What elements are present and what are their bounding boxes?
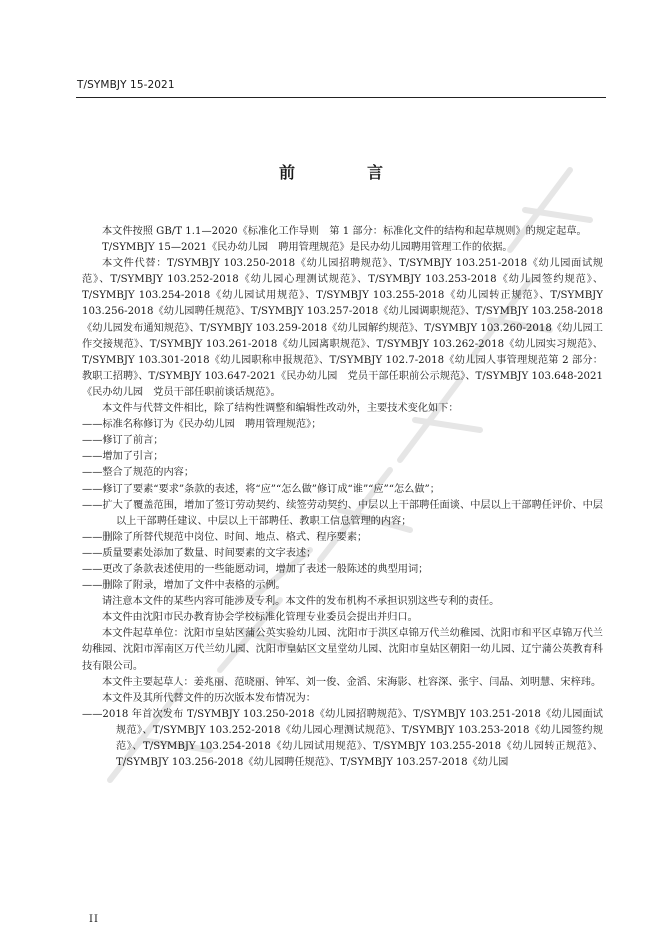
list-item: ——标准名称修订为《民办幼儿园 聘用管理规范》； <box>82 419 322 431</box>
list-item: ——删除了附录，增加了文件中表格的示例。 <box>82 580 286 592</box>
paragraph: 本文件代替：T/SYMBJY 103.250-2018《幼儿园招聘规范》、T/SYMBJY 103.251-2018《幼儿园面试规范》、T/SYMBJY 103.252-2018《幼儿园心理测试规范》、T/SYMBJY 103.253-2018《幼儿园签约规范》、T/SYMBJY 103.254-2018《幼儿园试用规范》、T/SYMBJY 103.255-2018《幼儿园转正规范》、T/SYMBJY 103.256-2018《幼儿园聘任规范》、T/SYMBJY 103.257-2018《幼儿园调职规范》、T/SYMBJY 103.258-2018《幼儿园发布通知规范》、T/SYMBJY 103.259-2018《幼儿园解约规范》、T/SYMBJY 103.260-2018《幼儿园工作交接规范》、T/SYMBJY 103.261-2018《幼儿园离职规范》、T/SYMBJY 103.262-2018《幼儿园实习规范》、T/SYMBJY 103.301-2018《幼儿园职称申报规范》、T/SYMBJY 102.7-2018《幼儿园人事管理规范第 2 部分：教职工招聘》、T/SYMBJY 103.647-2021《民办幼儿园 党员干部任职前公示规范》、T/SYMBJY 103.648-2021《民办幼儿园 党员干部任职前谈话规范》。 <box>82 258 603 398</box>
paragraph: T/SYMBJY 15—2021《民办幼儿园 聘用管理规范》是民办幼儿园聘用管理工作的依据。 <box>102 242 513 254</box>
header-rule <box>76 97 606 98</box>
paragraph: 本文件主要起草人：姜兆丽、范晓丽、钟军、刘一俊、金滔、宋海影、杜容深、张宇、闫晶、刘明慧、宋梓玮。 <box>102 676 602 688</box>
list-item: ——质量要素处添加了数量、时间要素的文字表述； <box>82 547 317 559</box>
document-id: T/SYMBJY 15-2021 <box>77 79 175 91</box>
page-number: II <box>89 914 99 925</box>
list-item: ——删除了所替代规范中岗位、时间、地点、格式、程序要素； <box>82 531 368 543</box>
paragraph: 请注意本文件的某些内容可能涉及专利。本文件的发布机构不承担识别这些专利的责任。 <box>102 596 500 608</box>
page-title: 前 言 <box>278 163 411 182</box>
document-body <box>82 224 603 771</box>
list-item: ——扩大了覆盖范围，增加了签订劳动契约、续签劳动契约、中层以上干部聘任面谈、中层以上干部聘任评价、中层以上干部聘任建议、中层以上干部聘任、教职工信息管理的内容； <box>82 499 603 527</box>
list-item: ——2018 年首次发布 T/SYMBJY 103.250-2018《幼儿园招聘规范》、T/SYMBJY 103.251-2018《幼儿园面试规范》、T/SYMBJY 103.252-2018《幼儿园心理测试规范》、T/SYMBJY 103.253-2018《幼儿园签约规范》、T/SYMBJY 103.254-2018《幼儿园试用规范》、T/SYMBJY 103.255-2018《幼儿园转正规范》、T/SYMBJY 103.256-2018《幼儿园聘任规范》、T/SYMBJY 103.257-2018《幼儿园 <box>82 708 603 769</box>
list-item: ——更改了条款表述使用的一些能愿动词，增加了表述一般陈述的典型用词； <box>82 563 429 575</box>
list-item: ——整合了规范的内容； <box>82 467 195 479</box>
list-item: ——增加了引言； <box>82 451 164 463</box>
paragraph: 本文件由沈阳市民办教育协会学校标准化管理专业委员会提出并归口。 <box>102 612 418 624</box>
paragraph: 本文件与代替文件相比，除了结构性调整和编辑性改动外，主要技术变化如下： <box>102 403 459 415</box>
paragraph: 本文件按照 GB/T 1.1—2020《标准化工作导则 第 1 部分：标准化文件的结构和起草规则》的规定起草。 <box>102 226 587 237</box>
paragraph: 本文件及其所代替文件的历次版本发布情况为： <box>102 692 316 704</box>
list-item: ——修订了要素“要求”条款的表述，将“应”“怎么做”修订成“谁”“应”“怎么做”； <box>82 483 440 495</box>
list-item: ——修订了前言； <box>82 435 164 447</box>
paragraph: 本文件起草单位：沈阳市皇姑区蒲公英实验幼儿园、沈阳市于洪区卓锦万代兰幼稚园、沈阳市和平区卓锦万代兰幼稚园、沈阳市浑南区万代兰幼儿园、沈阳市皇姑区文星堂幼儿园、沈阳市皇姑区朝阳一幼儿园、辽宁蒲公英教育科技有限公司。 <box>82 628 603 672</box>
